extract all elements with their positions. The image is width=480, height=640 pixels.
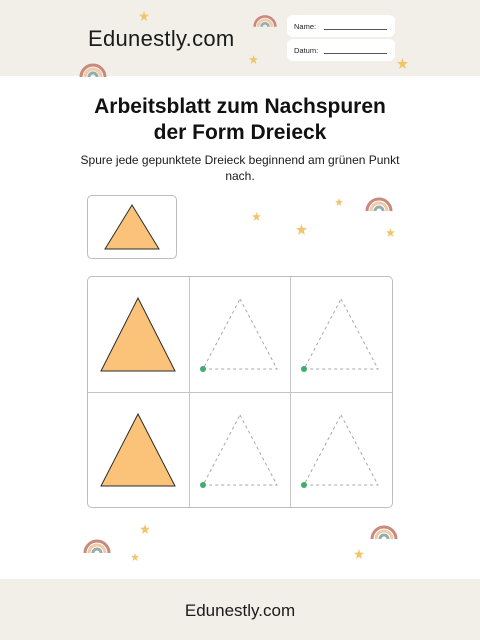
rainbow-icon [364, 192, 394, 212]
title-line-2: der Form Dreieck [153, 121, 327, 144]
name-label: Name: [294, 22, 317, 31]
tracing-grid [87, 276, 393, 508]
worksheet-title [40, 94, 440, 146]
header-band [0, 0, 480, 76]
star-icon [354, 549, 364, 559]
star-icon [296, 224, 307, 235]
filled-triangle [88, 277, 189, 392]
star-icon [386, 228, 395, 237]
date-label: Datum: [294, 46, 319, 55]
star-icon [397, 58, 408, 69]
name-field[interactable] [287, 15, 395, 37]
filled-triangle [88, 393, 189, 507]
brand-logo-text: Edunestly.com [88, 26, 235, 51]
footer-brand-text: Edunestly.com [184, 601, 296, 620]
star-icon [139, 11, 149, 21]
start-dot [200, 482, 206, 488]
star-icon [252, 212, 261, 221]
trace-triangle[interactable] [190, 277, 290, 392]
title-line-1: Arbeitsblatt zum Nachspuren [94, 95, 386, 118]
start-dot [301, 482, 307, 488]
instruction-text: Spure jede gepunktete Dreieck beginnend am grünen Punkt nach. [80, 153, 400, 183]
star-icon [140, 524, 150, 534]
start-dot [301, 366, 307, 372]
example-shape-box [87, 195, 177, 259]
star-icon [249, 55, 258, 64]
star-icon [335, 198, 343, 206]
trace-triangle[interactable] [291, 277, 392, 392]
trace-triangle[interactable] [291, 393, 392, 507]
star-icon [131, 553, 139, 561]
date-write-line [324, 53, 387, 54]
rainbow-icon [252, 10, 278, 28]
start-dot [200, 366, 206, 372]
rainbow-icon [82, 534, 112, 554]
rainbow-icon [369, 520, 399, 540]
rainbow-icon [78, 58, 108, 78]
date-field[interactable] [287, 39, 395, 61]
name-write-line [324, 29, 387, 30]
example-triangle [88, 196, 176, 258]
trace-triangle[interactable] [190, 393, 290, 507]
